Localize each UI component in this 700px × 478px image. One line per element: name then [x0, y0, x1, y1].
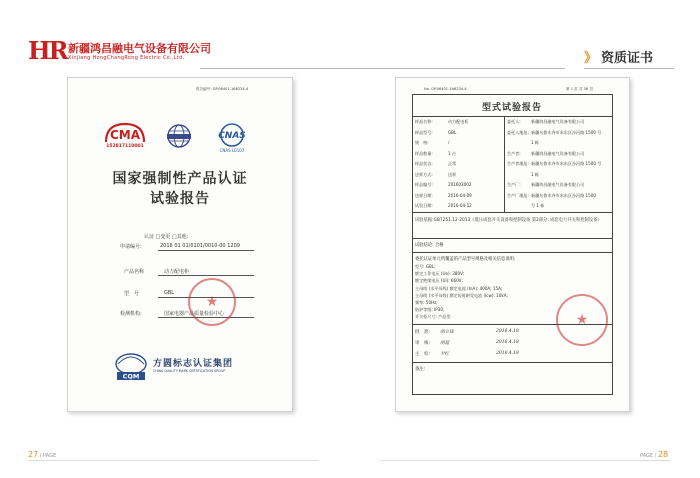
sample-field-label: 样品状态: [415, 161, 433, 166]
cqm-logo [112, 352, 150, 382]
table-border-top [412, 94, 612, 95]
page-number: 28 [657, 450, 669, 459]
page-label: PAGE / [640, 453, 657, 459]
party-field-value: 新疆鸿昌融电气设备有限公司 [531, 150, 585, 156]
section-title [584, 47, 653, 66]
page-number-right [640, 450, 668, 459]
signer-name: 尹红 [440, 352, 449, 357]
product-name: 动力配电柜 [164, 269, 190, 275]
model-label: 型 号 [124, 291, 140, 297]
sample-field-label: 规 格: [415, 140, 429, 145]
party-field-value: 新疆乌鲁木齐市米东区沙河路 1500 号 [531, 161, 602, 166]
sample-field-value: 2016-04-09 [448, 192, 472, 198]
sample-field-label: 试验日期: [415, 203, 433, 208]
party-field-label: 生产厂地址: [507, 192, 529, 198]
cert-title-line2: 试验报告 [150, 191, 210, 207]
description-line: 防护等级: IP30; [415, 307, 445, 313]
test-conclusion-label: 试验结论: [415, 243, 434, 248]
table-border-bottom [412, 394, 613, 395]
signer-name: 胡立锋 [440, 330, 454, 335]
sample-field-value: / [448, 140, 450, 145]
page-info: 第 1 页 共 36 页 [566, 87, 593, 91]
test-basis-label: 试验依据: [415, 218, 434, 223]
signer-role: 批 准: [415, 330, 431, 335]
signer-date: 2016.4.18 [496, 340, 519, 345]
description-line: 额定绝缘电压 (Ui): 660V; [415, 278, 463, 284]
cma-icon [102, 122, 148, 144]
page-label: / PAGE [39, 453, 57, 459]
sample-field-label: 送样方式: [415, 171, 433, 177]
remark-label: 备注: [415, 367, 426, 372]
sample-field-value: 2016-04-12 [448, 203, 472, 208]
cnas-logo [208, 122, 256, 156]
test-org: 国家电器产品质量检验中心 [164, 311, 225, 317]
form-line [158, 250, 254, 251]
application-number: 2016 01 01/0101/0010-00 1209 [160, 243, 240, 249]
svg-text:CMA: CMA [109, 128, 141, 142]
sample-field-label: 样品编号: [415, 182, 433, 187]
seal-star-icon: ★ [205, 294, 219, 310]
sample-field-label: 样品数量: [415, 150, 433, 156]
cqm-icon [112, 352, 150, 382]
cnas-code: CNAS L0107 [219, 148, 245, 153]
test-basis-value: GB7251.12-2013《低压成套开关设备和控制设备 第2部分: 成套电力开关和控制设备》 [433, 218, 602, 223]
sample-field-value: 正常 [448, 161, 457, 166]
ilac-globe-logo [164, 122, 194, 152]
party-field-label: 委托人地址: [507, 129, 529, 135]
signer-date: 2016.4.18 [496, 329, 519, 334]
party-field-value: 1 栋 [531, 171, 539, 177]
party-field-label: 生产者地址: [507, 161, 529, 166]
cert-title-line1: 国家强制性产品认证 [112, 171, 248, 187]
svg-text:CQM: CQM [122, 372, 140, 381]
party-field-label: 生产厂: [507, 182, 521, 187]
table-divider [412, 116, 612, 117]
sample-field-label: 样品型号: [415, 129, 433, 135]
seal-star-icon: ★ [575, 312, 589, 328]
company-name-en: Xinjiang HongChangRong Electric Co.,Ltd. [68, 55, 185, 61]
description-line: 主母线 (水平母线) 额定短时耐受电流 (Icw): 10kA; [415, 292, 508, 298]
signer-role: 审 核: [415, 341, 431, 346]
table-border-right [612, 94, 613, 394]
cma-logo [102, 122, 148, 152]
sample-field-value: 201603002 [448, 182, 472, 187]
page-number: 27 [28, 450, 39, 459]
party-field-value: 新疆乌鲁木齐市米东区沙河路 1500 [531, 192, 596, 198]
official-seal [188, 278, 236, 326]
description-line: 额定工作电压 (Ue): 380V; [415, 271, 465, 277]
cqm-name: 方圆标志认证集团 [153, 359, 234, 369]
party-field-label: 生产者: [507, 150, 521, 156]
description-title: 委托认证单元所覆盖的产品型号规格及相关信息说明: [415, 257, 516, 262]
company-logo [28, 36, 211, 70]
section-title-text: 资质证书 [601, 51, 654, 66]
signer-name: 胡超 [440, 341, 449, 346]
party-field-value: 新疆鸿昌融电气设备有限公司 [531, 119, 585, 124]
sample-field-value: 动力配电柜 [448, 119, 469, 124]
certificate-page-left [67, 77, 293, 412]
party-field-value: 1 栋 [531, 140, 539, 145]
footer-divider [380, 460, 670, 461]
test-conclusion [415, 242, 444, 248]
party-field-value: 号 1 栋 [531, 203, 545, 208]
signer-role: 主 检: [415, 352, 431, 357]
sample-field-label: 样品名称: [415, 119, 433, 124]
test-org-label: 检测机构: [120, 311, 142, 317]
table-divider [412, 252, 612, 253]
section-underline [584, 68, 674, 69]
logo-mark: HR [28, 36, 67, 65]
report-title: 型式试验报告 [481, 103, 542, 113]
chevron-icon: 》 [584, 51, 598, 66]
form-line [158, 275, 254, 276]
description-line: 型号: GBL; [415, 264, 436, 269]
party-field-value: 新疆乌鲁木齐市米东区沙河路 1500 号 [531, 129, 602, 135]
cert-type-checkbox: 认证 □变更 □其他: [144, 234, 189, 240]
table-divider [412, 362, 612, 363]
table-divider [412, 212, 612, 213]
sample-field-value: 1 台 [448, 150, 456, 156]
company-name-cn: 新疆鸿昌融电气设备有限公司 [68, 42, 211, 55]
model: GBL [164, 290, 175, 296]
product-name-label: 产品名称 [124, 269, 145, 275]
sample-field-value: GBL [448, 129, 457, 135]
signer-date: 2016.4.18 [496, 351, 519, 356]
footer-divider [28, 460, 318, 461]
application-number-label: 申请编号: [120, 244, 142, 250]
globe-icon [164, 122, 194, 152]
table-divider [412, 238, 612, 239]
cnas-icon [208, 122, 256, 148]
description-line: 开关柜尺寸: 产品型 [415, 314, 451, 320]
party-field-label: 委托人: [507, 119, 521, 124]
cma-code: 152817110001 [106, 144, 144, 149]
svg-text:CNAS: CNAS [218, 131, 246, 141]
party-field-value: 新疆鸿昌融电气设备有限公司 [531, 182, 585, 187]
table-divider [504, 116, 505, 212]
cqm-name-en: CHINA QUALITY MARK CERTIFICATION GROUP [153, 369, 226, 373]
sample-field-value: 送样 [448, 171, 457, 177]
test-conclusion-value: 合格 [435, 243, 444, 248]
report-number: No. GP.06401-166234-4 [424, 87, 467, 91]
page-number-left [28, 450, 56, 459]
official-seal [556, 294, 608, 346]
report-number: 报告编号: GP.06401-166234-4 [196, 87, 249, 91]
sample-field-label: 送样日期: [415, 192, 433, 198]
test-basis [415, 217, 609, 225]
table-border-left [412, 94, 413, 394]
header-divider [200, 68, 565, 69]
description-line: 主母线 (水平母线) 额定电流 (InA): 400A; 15A; [415, 285, 503, 291]
certificate-page-right [395, 77, 630, 412]
description-line: 频率: 50Hz; [415, 300, 438, 305]
